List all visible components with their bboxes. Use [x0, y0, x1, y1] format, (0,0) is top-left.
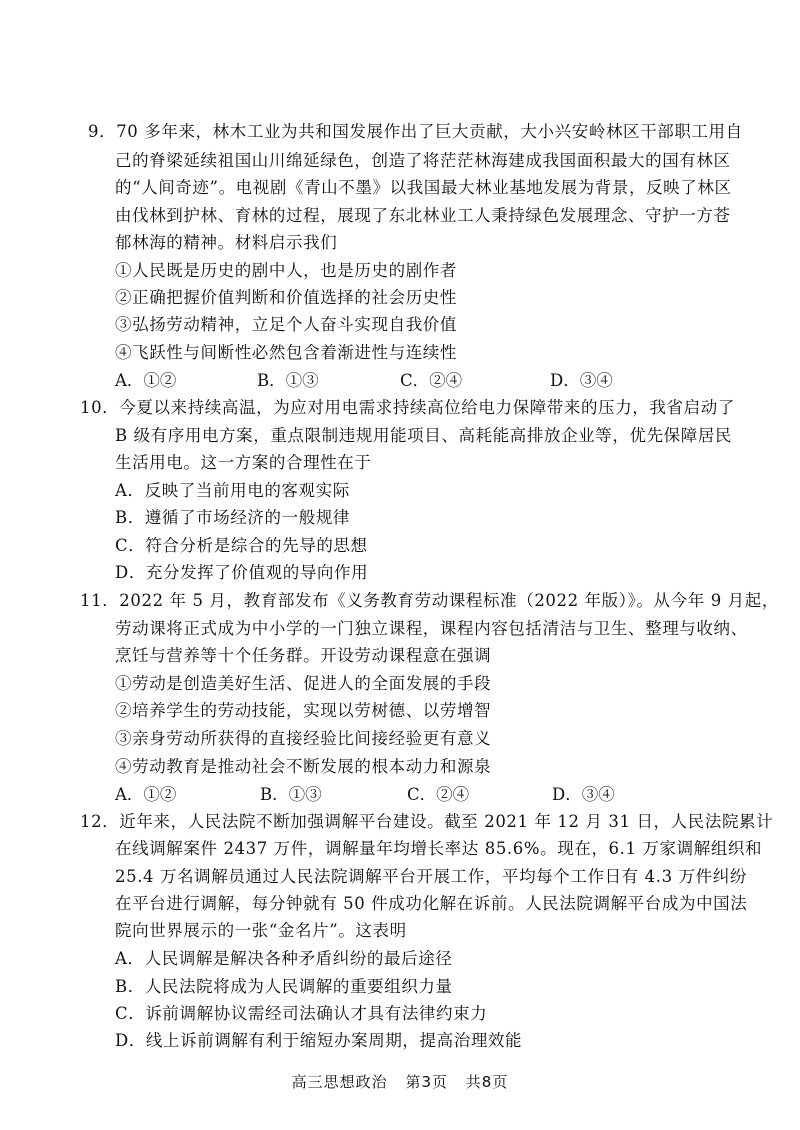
option-d[interactable]: D．③④: [552, 785, 615, 804]
question-11-statement: ③亲身劳动所获得的直接经验比间接经验更有意义: [115, 729, 492, 748]
option-b[interactable]: B．遵循了市场经济的一般规律: [115, 508, 351, 527]
option-b[interactable]: B．人民法院将成为人民调解的重要组织力量: [115, 977, 453, 996]
question-11-stem-line: 劳动课将正式成为中小学的一门独立课程，课程内容包括清洁与卫生、整理与收纳、: [115, 619, 748, 638]
question-9-statement: ②正确把握价值判断和价值选择的社会历史性: [115, 288, 457, 307]
question-9-stem-line: 9．70 多年来，林木工业为共和国发展作出了巨大贡献，大小兴安岭林区干部职工用自: [88, 122, 743, 141]
question-9-stem-line: 郁林海的精神。材料启示我们: [115, 233, 338, 252]
footer-subject: 高三思想政治: [291, 1073, 388, 1091]
option-a[interactable]: A．①②: [115, 785, 177, 804]
option-a[interactable]: A．人民调解是解决各种矛盾纠纷的最后途径: [115, 949, 453, 968]
question-9-statement: ①人民既是历史的剧中人，也是历史的剧作者: [115, 261, 457, 280]
option-c[interactable]: C．诉前调解协议需经司法确认才具有法律约束力: [115, 1004, 488, 1023]
question-11-statement: ①劳动是创造美好生活、促进人的全面发展的手段: [115, 674, 492, 693]
option-a[interactable]: A．反映了当前用电的客观实际: [115, 481, 350, 500]
option-d[interactable]: D．③④: [550, 371, 613, 390]
question-11-stem-line: 烹饪与营养等十个任务群。开设劳动课程意在强调: [115, 646, 492, 665]
question-9-statement: ④飞跃性与间断性必然包含着渐进性与连续性: [115, 343, 457, 362]
question-12-stem-line: 在平台进行调解，每分钟就有 50 件成功化解在诉前。人民法院调解平台成为中国法: [115, 894, 748, 913]
question-12-stem-line: 25.4 万名调解员通过人民法院调解平台开展工作，平均每个工作日有 4.3 万件纠纷: [115, 867, 747, 886]
question-12-stem-line: 院向世界展示的一张“金名片”。这表明: [115, 921, 407, 940]
option-b[interactable]: B．①③: [260, 785, 322, 804]
option-b[interactable]: B．①③: [257, 371, 319, 390]
question-11-statement: ②培养学生的劳动技能，实现以劳树德、以劳增智: [115, 701, 492, 720]
page-footer: [0, 1071, 800, 1092]
question-10-stem-line: 生活用电。这一方案的合理性在于: [115, 453, 372, 472]
question-9-stem-line: 的“人间奇迹”。电视剧《青山不墨》以我国最大林业基地发展为背景，反映了林区: [115, 178, 732, 197]
question-11-stem-line: 11．2022 年 5 月，教育部发布《义务教育劳动课程标准（2022 年版）》。从今年 9 月起，: [80, 591, 779, 610]
option-d[interactable]: D．线上诉前调解有利于缩短办案周期，提高治理效能: [115, 1031, 523, 1050]
question-10-stem-line: B 级有序用电方案，重点限制违规用能项目、高耗能高排放企业等，优先保障居民: [115, 426, 733, 445]
question-9-statement: ③弘扬劳动精神，立足个人奋斗实现自我价值: [115, 315, 457, 334]
question-11-statement: ④劳动教育是推动社会不断发展的根本动力和源泉: [115, 757, 492, 776]
option-a[interactable]: A．①②: [115, 371, 177, 390]
question-10-stem-line: 10．今夏以来持续高温，为应对用电需求持续高位给电力保障带来的压力，我省启动了: [80, 398, 735, 417]
question-11-options: [115, 784, 715, 806]
question-9-stem-line: 由伐林到护林、育林的过程，展现了东北林业工人秉持绿色发展理念、守护一方苍: [115, 206, 731, 225]
question-9-options: [115, 370, 715, 392]
question-9-stem-line: 己的脊梁延续祖国山川绵延绿色，创造了将茫茫林海建成我国面积最大的国有林区: [115, 151, 731, 170]
footer-total-pages: 共8页: [465, 1073, 509, 1091]
option-d[interactable]: D．充分发挥了价值观的导向作用: [115, 563, 369, 582]
option-c[interactable]: C．②④: [400, 371, 463, 390]
option-c[interactable]: C．符合分析是综合的先导的思想: [115, 536, 368, 555]
question-12-stem-line: 12．近年来，人民法院不断加强调解平台建设。截至 2021 年 12 月 31 日，人民法院累计: [80, 812, 774, 831]
question-12-stem-line: 在线调解案件 2437 万件，调解量年均增长率达 85.6%。现在，6.1 万家调解组织和: [115, 839, 763, 858]
option-c[interactable]: C．②④: [407, 785, 470, 804]
footer-page-number: 第3页: [405, 1073, 448, 1091]
